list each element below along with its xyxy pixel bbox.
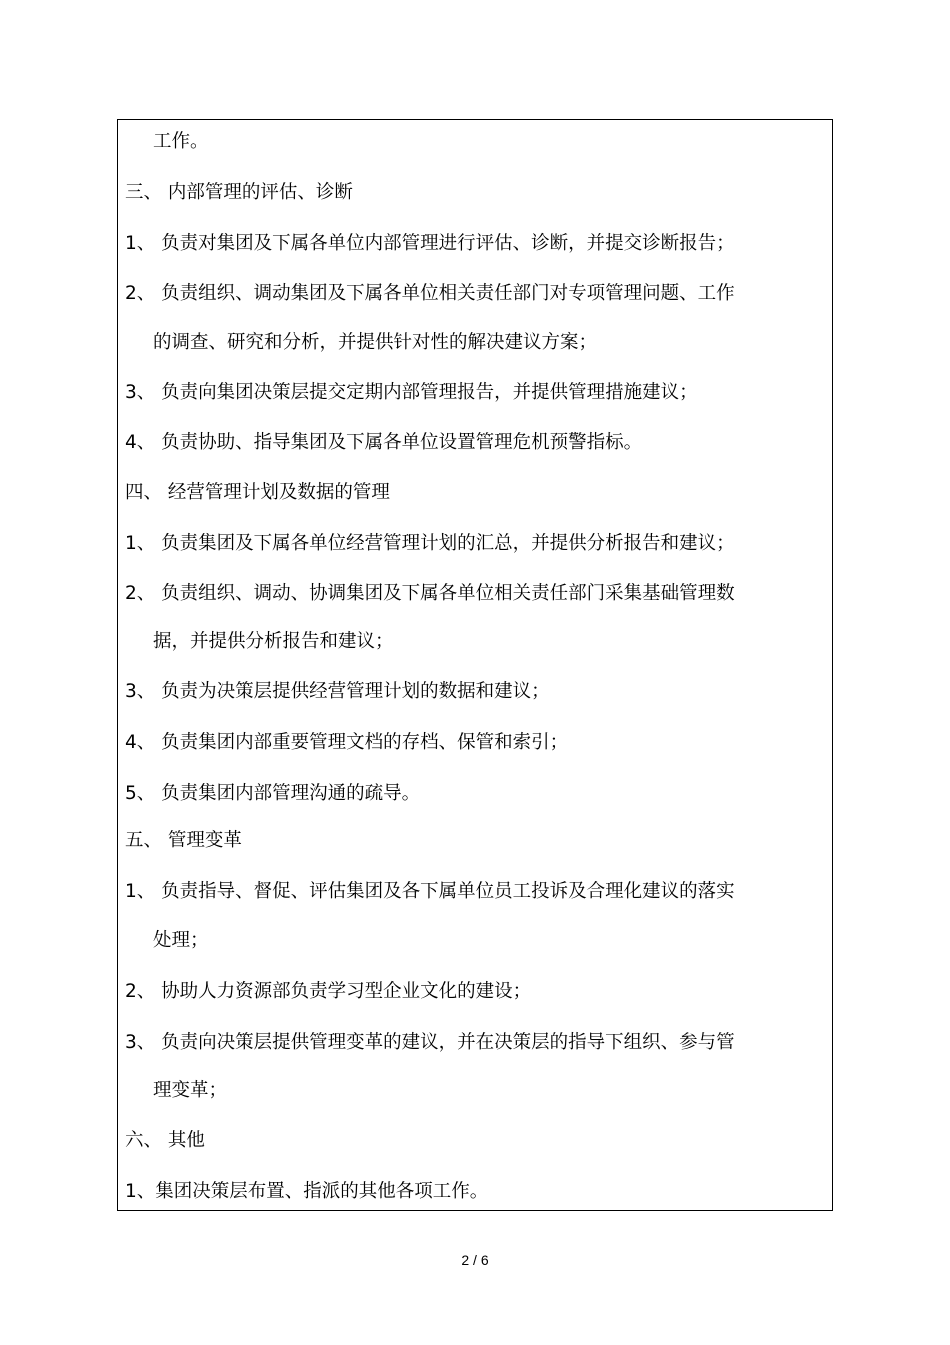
text-line: 3、 负责向决策层提供管理变革的建议，并在决策层的指导下组织、参与管 (125, 1032, 735, 1053)
text-line: 4、 负责集团内部重要管理文档的存档、保管和索引； (125, 732, 569, 753)
text-line: 理变革； (153, 1080, 228, 1101)
text-line: 5、 负责集团内部管理沟通的疏导。 (125, 783, 421, 804)
text-line: 1、 负责对集团及下属各单位内部管理进行评估、诊断，并提交诊断报告； (125, 233, 735, 254)
text-line: 4、 负责协助、指导集团及下属各单位设置管理危机预警指标。 (125, 432, 643, 453)
text-line: 的调查、研究和分析，并提供针对性的解决建议方案； (153, 332, 598, 353)
section-heading: 六、 其他 (125, 1130, 205, 1151)
section-heading: 三、 内部管理的评估、诊断 (125, 182, 353, 203)
text-line: 1、 负责集团及下属各单位经营管理计划的汇总，并提供分析报告和建议； (125, 533, 735, 554)
text-line: 2、 负责组织、调动集团及下属各单位相关责任部门对专项管理问题、工作 (125, 283, 735, 304)
text-line: 据，并提供分析报告和建议； (153, 631, 394, 652)
page-number: 2 / 6 (461, 1252, 489, 1268)
section-heading: 四、 经营管理计划及数据的管理 (125, 482, 390, 503)
text-line: 2、 协助人力资源部负责学习型企业文化的建设； (125, 981, 532, 1002)
text-line: 1、 负责指导、督促、评估集团及各下属单位员工投诉及合理化建议的落实 (125, 881, 735, 902)
text-line: 1、集团决策层布置、指派的其他各项工作。 (125, 1181, 489, 1202)
text-line: 处理； (153, 930, 209, 951)
text-line: 2、 负责组织、调动、协调集团及下属各单位相关责任部门采集基础管理数 (125, 583, 735, 604)
text-line: 3、 负责为决策层提供经营管理计划的数据和建议； (125, 681, 550, 702)
text-line: 3、 负责向集团决策层提交定期内部管理报告，并提供管理措施建议； (125, 382, 698, 403)
section-heading: 五、 管理变革 (125, 830, 242, 851)
text-line: 工作。 (153, 131, 209, 152)
